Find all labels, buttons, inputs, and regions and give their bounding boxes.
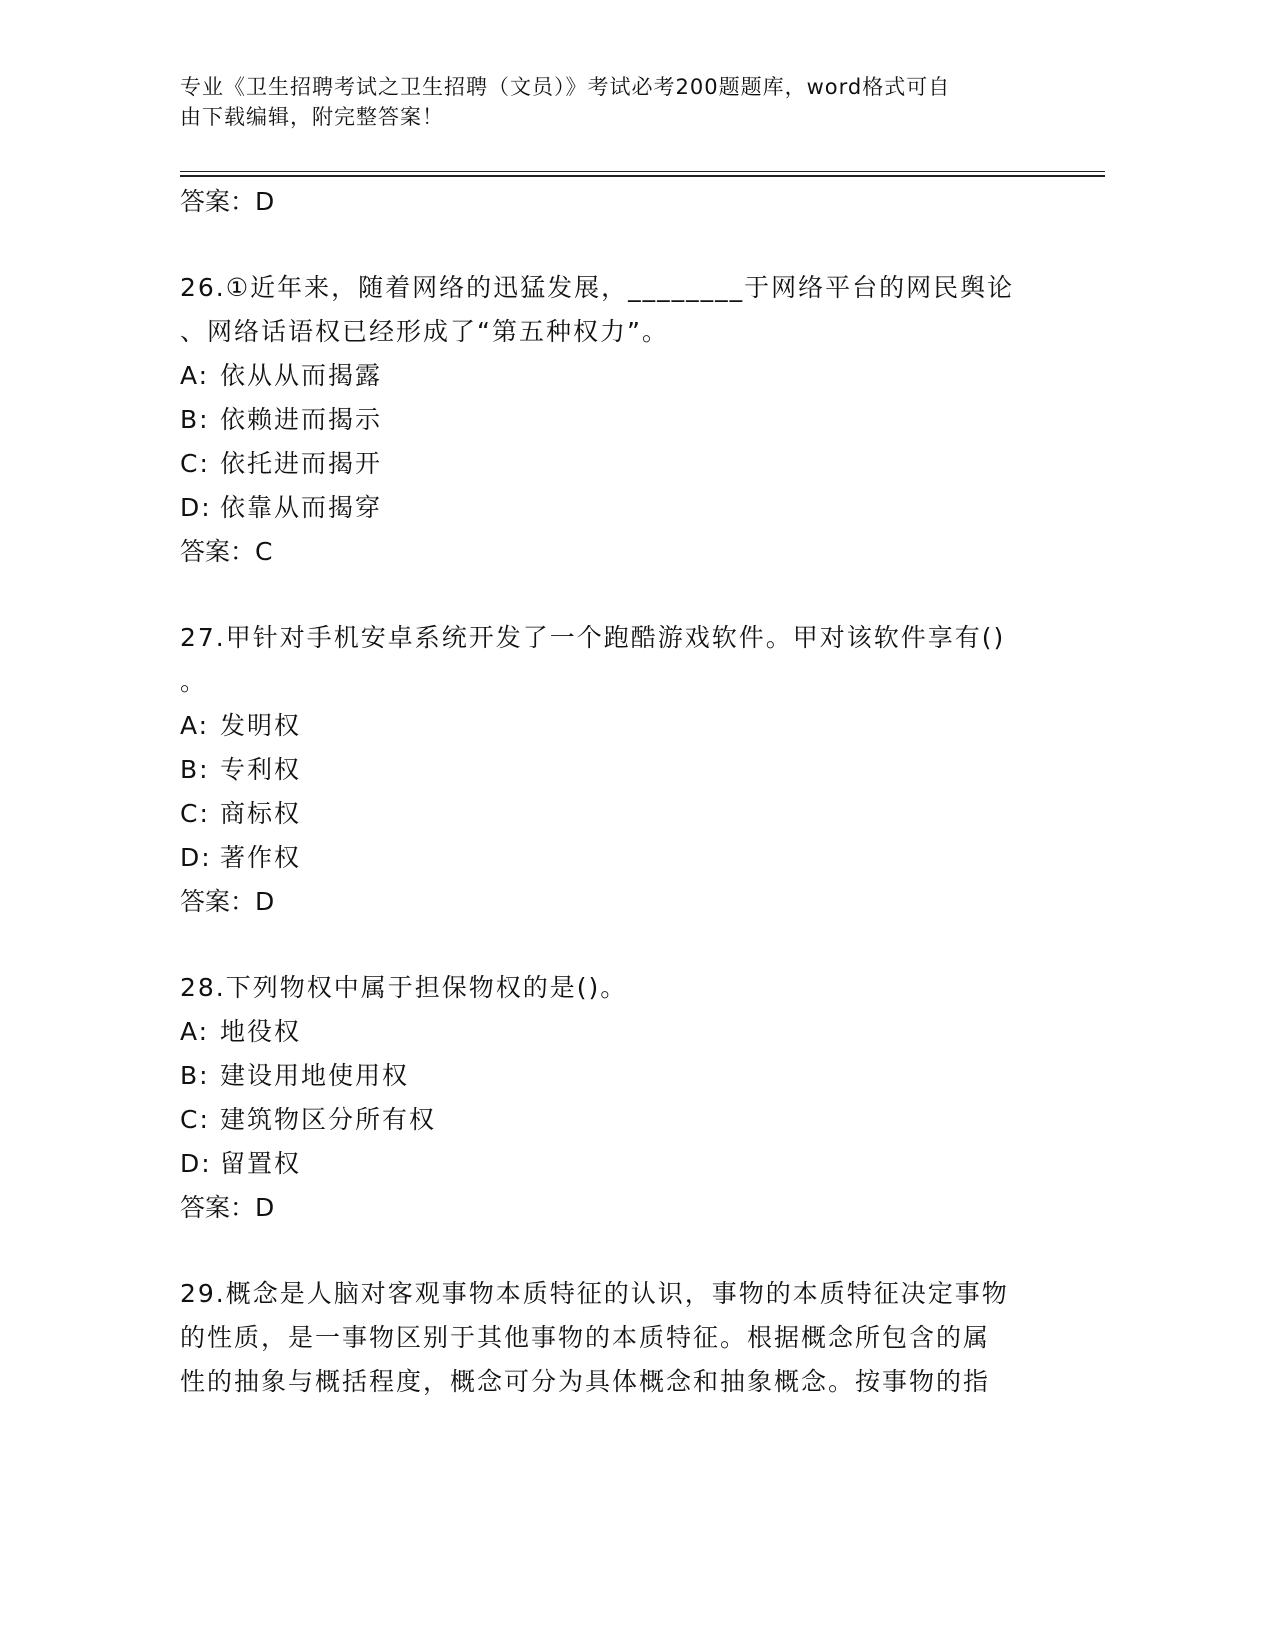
question-28: [180, 966, 1050, 1230]
option-text: 地役权: [220, 1017, 302, 1046]
option-letter: C:: [180, 449, 210, 478]
option-text: 发明权: [220, 711, 302, 740]
option-b: [180, 398, 1050, 442]
option-text: 依从从而揭露: [220, 361, 383, 390]
option-text: 依托进而揭开: [220, 449, 383, 478]
option-text: 依靠从而揭穿: [220, 493, 383, 522]
answer-26: 答案：C: [180, 537, 273, 566]
option-c: [180, 792, 1050, 836]
header-rule-thick: [180, 175, 1105, 177]
header-line-1: 专业《卫生招聘考试之卫生招聘（文员）》考试必考200题题库，word格式可自: [180, 75, 951, 99]
header-rule-thin: [180, 171, 1105, 172]
option-c: [180, 442, 1050, 486]
question-stem: 29.概念是人脑对客观事物本质特征的认识，事物的本质特征决定事物: [180, 1279, 1009, 1308]
question-stem-cont: 、网络话语权已经形成了“第五种权力”。: [180, 317, 669, 346]
option-d: [180, 836, 1050, 880]
option-text: 著作权: [220, 843, 302, 872]
option-text: 专利权: [220, 755, 302, 784]
option-letter: A:: [180, 361, 210, 390]
option-letter: C:: [180, 799, 210, 828]
answer-28: 答案：D: [180, 1193, 275, 1222]
option-a: [180, 704, 1050, 748]
question-26: [180, 266, 1050, 574]
option-text: 建筑物区分所有权: [220, 1105, 437, 1134]
option-letter: D:: [180, 1149, 212, 1178]
question-stem: 28.下列物权中属于担保物权的是()。: [180, 973, 628, 1002]
option-d: [180, 1142, 1050, 1186]
option-letter: D:: [180, 843, 212, 872]
option-b: [180, 1054, 1050, 1098]
question-29: [180, 1272, 1050, 1404]
option-letter: D:: [180, 493, 212, 522]
option-b: [180, 748, 1050, 792]
question-27: [180, 616, 1050, 924]
option-letter: C:: [180, 1105, 210, 1134]
option-letter: B:: [180, 405, 210, 434]
question-stem-cont: 性的抽象与概括程度，概念可分为具体概念和抽象概念。按事物的指: [180, 1367, 991, 1396]
answer-25: 答案：D: [180, 187, 275, 216]
option-a: [180, 1010, 1050, 1054]
answer-27: 答案：D: [180, 887, 275, 916]
document-body: [180, 180, 1050, 1404]
option-letter: B:: [180, 1061, 210, 1090]
option-letter: B:: [180, 755, 210, 784]
option-a: [180, 354, 1050, 398]
option-text: 建设用地使用权: [220, 1061, 410, 1090]
option-text: 依赖进而揭示: [220, 405, 383, 434]
option-c: [180, 1098, 1050, 1142]
question-stem: 27.甲针对手机安卓系统开发了一个跑酷游戏软件。甲对该软件享有(): [180, 623, 1006, 652]
option-text: 留置权: [220, 1149, 302, 1178]
document-header: [180, 72, 1040, 132]
option-letter: A:: [180, 1017, 210, 1046]
question-stem: 26.①近年来，随着网络的迅猛发展，________于网络平台的网民舆论: [180, 273, 1015, 302]
question-stem-cont: 的性质，是一事物区别于其他事物的本质特征。根据概念所包含的属: [180, 1323, 991, 1352]
option-letter: A:: [180, 711, 210, 740]
header-line-2: 由下载编辑，附完整答案！: [180, 105, 444, 129]
question-stem-cont: 。: [180, 667, 208, 696]
option-d: [180, 486, 1050, 530]
option-text: 商标权: [220, 799, 302, 828]
